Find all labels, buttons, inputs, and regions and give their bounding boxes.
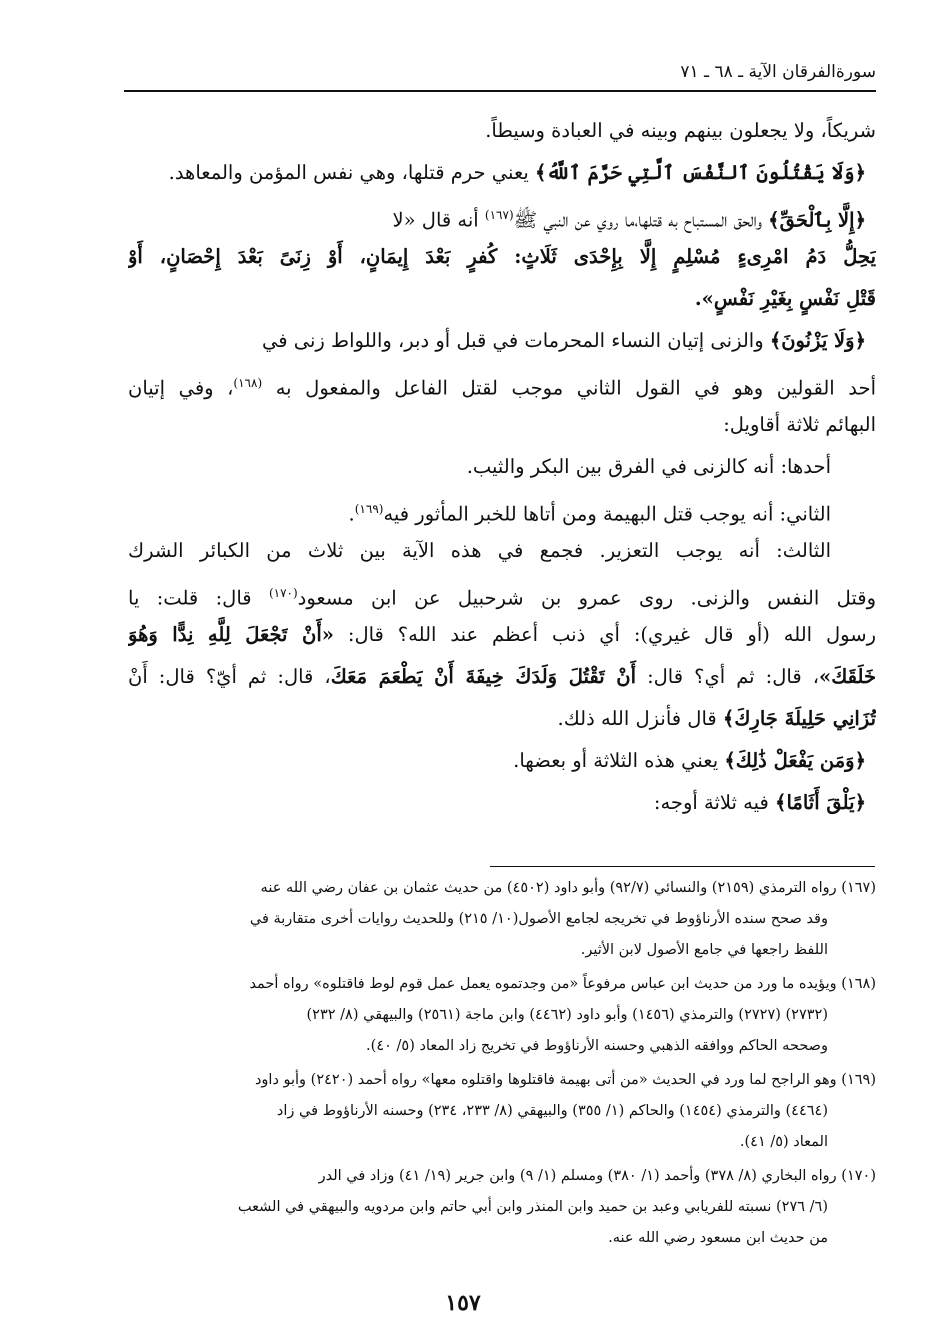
text-span: ، وفي إتيان — [128, 376, 234, 400]
hadith-line: يَحِلُّ دَمُ امْرِىءٍ مُسْلِمٍ إِلَّا بِإِحْدَى ثَلَاثٍ: كُفرٍ بَعْدَ إِيمَانٍ، أَوْ زِنَىً بَعْدَ إِحْصَانٍ، أَوْ — [128, 245, 876, 268]
quran-verse: ﴿وَمَن يَفْعَلْ ذَٰلِكَ﴾ — [724, 749, 866, 772]
text-span: الثاني: أنه يوجب قتل البهيمة ومن أتاها للخبر المأثور فيه — [383, 502, 831, 526]
footnote-170-cont: (٦/ ٢٧٦) نسبته للفريابي وعبد بن حميد وابن المنذر وابن أبي حاتم وابن مردويه والبيهقي في الشعب — [237, 1199, 828, 1215]
footnote-168: (١٦٨) ويؤيده ما ورد من حديث ابن عباس مرفوعاً «من وجدتموه يعمل عمل قوم لوط فاقتلوه» رواه أحمد — [249, 976, 876, 992]
running-title: سورةالفرقان الآية ـ ٦٨ ـ ٧١ — [680, 62, 876, 82]
text-span: شريكاً، ولا يجعلون بينهم وبينه في العبادة وسيطاً. — [485, 119, 876, 142]
hadith-quote: خَلَقَكَ» — [819, 665, 876, 688]
text-span: يعني هذه الثلاثة أو بعضها. — [513, 749, 725, 772]
hadith-quote: أَنْ تَقْتُلَ وَلَدَكَ خِيفَةَ أَنْ يَطْعَمَ مَعَكَ — [330, 665, 637, 688]
footnote-ref: (١٦٨) — [233, 376, 263, 390]
text-span: يعني حرم قتلها، وهي نفس المؤمن والمعاهد. — [168, 161, 535, 184]
quran-verse: ﴿يَلْقَ أَثَامًا﴾ — [775, 791, 866, 814]
text-line — [128, 152, 876, 194]
text-span: ، قال: ثم أيّ؟ قال: أَنْ — [128, 665, 331, 688]
footnote-divider — [490, 866, 875, 867]
running-header — [124, 62, 876, 92]
text-span: قال فأنزل الله ذلك. — [557, 707, 723, 730]
text-span: والحق المستباح به قتلها،ما روي عن النبي ﷺ — [513, 208, 769, 232]
text-line — [128, 698, 876, 740]
text-span: ، قال: ثم أي؟ قال: — [636, 665, 819, 688]
text-span: والزنى إتيان النساء المحرمات في قبل أو دبر، واللواط زنى في — [261, 329, 770, 352]
footnote-169: (١٦٩) وهو الراجح لما ورد في الحديث «من أتى بهيمة فاقتلوها واقتلوه معها» رواه أحمد (٢٤٢٠) وأبو داود — [254, 1072, 876, 1088]
text-span: فيه ثلاثة أوجه: — [653, 791, 776, 814]
text-span: . — [348, 502, 355, 526]
footnote-168-cont: وصححه الحاكم ووافقه الذهبي وحسنه الأرناؤوط في تخريج زاد المعاد (٥/ ٤٠). — [366, 1038, 828, 1054]
text-line — [128, 488, 876, 530]
footnote-167-cont: اللفظ راجعها في جامع الأصول لابن الأثير. — [580, 942, 828, 958]
quran-verse: ﴿إِلَّا بِٱلْحَقِّ﴾ — [768, 208, 866, 232]
footnote-170-cont: من حديث ابن مسعود رضي الله عنه. — [608, 1230, 828, 1246]
header-divider — [124, 90, 876, 92]
text-line — [128, 614, 876, 656]
text-line: الثالث: أنه يوجب التعزير. فجمع في هذه الآية بين ثلاث من الكبائر الشرك — [128, 539, 831, 562]
text-line: البهائم ثلاثة أقاويل: — [723, 413, 876, 436]
footnote-167: (١٦٧) رواه الترمذي (٢١٥٩) والنسائي (٩٢/٧) وأبو داود (٤٥٠٢) من حديث عثمان بن عفان رضي الله عنه — [260, 880, 876, 896]
quran-verse: ﴿وَلَا يَقْتُلُونَ ٱلنَّفْسَ ٱلَّتِي حَرَّمَ ٱللَّهُ﴾ — [534, 161, 866, 184]
footnote-169-cont: (٤٤٦٤) والترمذي (١٤٥٤) والحاكم (١/ ٣٥٥) والبيهقي (٨/ ٢٣٣، ٢٣٤) وحسنه الأرناؤوط في زاد — [276, 1103, 828, 1119]
hadith-line: قَتْلِ نَفْسٍ بِغَيْرِ نَفْسٍ». — [694, 287, 876, 310]
footnote-ref: (١٧٠) — [268, 586, 298, 600]
text-line — [128, 656, 876, 698]
text-line — [128, 572, 876, 614]
footnote-168-cont: (٢٧٣٢) (٢٧٢٧) والترمذي (١٤٥٦) وأبو داود (٤٤٦٢) وابن ماجة (٢٥٦١) والبيهقي (٨/ ٢٣٢) — [306, 1007, 828, 1023]
text-span: قال: قلت: يا — [128, 586, 269, 610]
text-line — [128, 110, 876, 152]
footnotes — [128, 873, 876, 1254]
text-line — [128, 782, 876, 824]
hadith-quote: «أَنْ تَجْعَلَ لِلَّهِ نِدًّا وَهُوَ — [128, 623, 334, 646]
text-span: رسول الله (أو قال غيري): أي ذنب أعظم عند الله؟ قال: — [333, 623, 876, 646]
footnote-169-cont: المعاد (٥/ ٤١). — [739, 1134, 828, 1150]
text-line — [128, 362, 876, 404]
page-number: ١٥٧ — [445, 1290, 481, 1316]
footnote-167-cont: وقد صحح سنده الأرناؤوط في تخريجه لجامع الأصول(١٠/ ٢١٥) وللحديث روايات أخرى متقاربة في — [249, 911, 828, 927]
text-span: أنه قال «لا — [392, 208, 485, 232]
footnote-ref: (١٦٧) — [484, 208, 514, 222]
text-line: أحدها: أنه كالزنى في الفرق بين البكر والثيب. — [466, 455, 831, 478]
hadith-quote: تُزَانِي حَلِيلَةَ جَارِكَ﴾ — [722, 707, 876, 730]
text-line — [128, 320, 876, 362]
main-text — [128, 110, 876, 824]
text-span: وقتل النفس والزنى. روى عمرو بن شرحبيل عن ابن مسعود — [297, 586, 876, 610]
text-span: أحد القولين وهو في القول الثاني موجب لقتل الفاعل والمفعول به — [275, 376, 876, 400]
quran-verse: ﴿وَلَا يَزْنُونَ﴾ — [769, 329, 866, 352]
text-line — [128, 194, 876, 236]
footnote-ref: (١٦٩) — [354, 502, 384, 516]
footnote-170: (١٧٠) رواه البخاري (٨/ ٣٧٨) وأحمد (١/ ٣٨٠) ومسلم (١/ ٩) وابن جرير (١٩/ ٤١) وزاد في الدر — [318, 1168, 876, 1184]
text-line — [128, 740, 876, 782]
